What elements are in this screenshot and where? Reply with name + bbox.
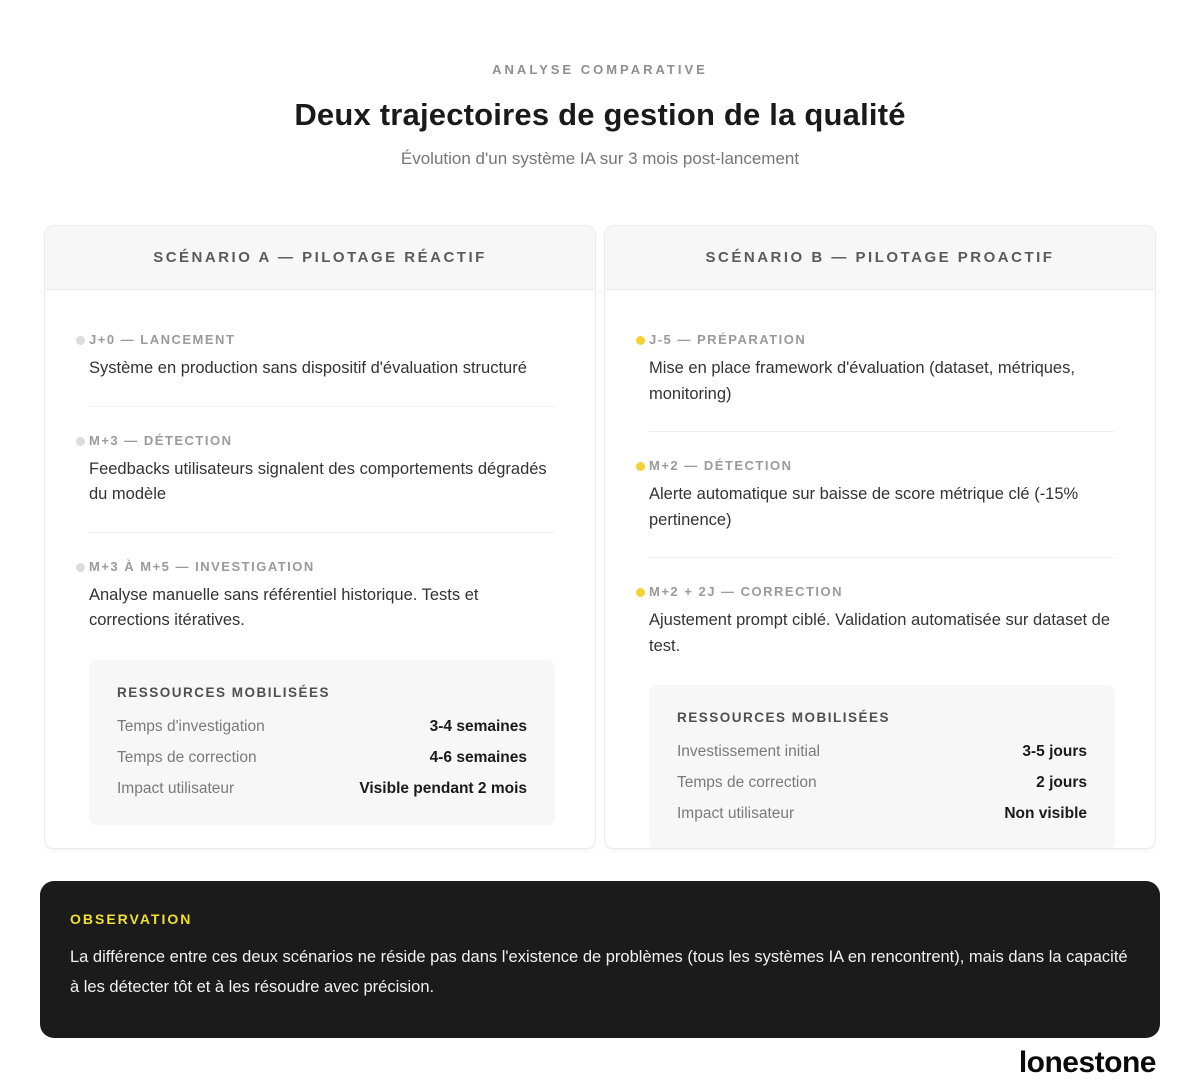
resource-value: 3-5 jours — [1022, 743, 1087, 761]
step-label-text: J-5 — PRÉPARATION — [649, 332, 807, 347]
scenario-a-step-1 — [89, 332, 555, 382]
scenario-a-header — [45, 226, 595, 290]
resource-value: 4-6 semaines — [429, 748, 527, 766]
divider — [89, 406, 555, 407]
resource-value: 2 jours — [1036, 774, 1087, 792]
scenario-a-step-3 — [89, 559, 555, 634]
resource-row — [117, 718, 527, 736]
step-label-text: M+2 — DÉTECTION — [649, 458, 793, 474]
resource-value: Visible pendant 2 mois — [359, 779, 527, 797]
scenario-a-step-2 — [89, 433, 555, 508]
eyebrow-label: ANALYSE COMPARATIVE — [492, 62, 708, 77]
step-text: Feedbacks utilisateurs signalent des comportements dégradés du modèle — [89, 459, 547, 504]
observation-text: La différence entre ces deux scénarios ne réside pas dans l'existence de problèmes (tous les systèmes IA en rencontrent), mais dans la capacité à les détecter tôt et à les résoudre avec précision. — [70, 948, 1128, 996]
scenario-b-body — [605, 290, 1155, 849]
step-text: Mise en place framework d'évaluation (dataset, métriques, monitoring) — [649, 359, 1075, 403]
page-header — [0, 0, 1200, 169]
page-subtitle: Évolution d'un système IA sur 3 mois post-lancement — [400, 149, 800, 168]
step-label-text: J+0 — LANCEMENT — [89, 332, 236, 347]
scenario-b-step-1 — [649, 332, 1115, 407]
divider — [649, 431, 1115, 432]
resources-title: RESSOURCES MOBILISÉES — [677, 710, 891, 726]
observation-callout — [40, 881, 1160, 1038]
resource-row — [677, 743, 1087, 761]
timeline-dot-icon — [636, 462, 645, 471]
observation-label: OBSERVATION — [70, 911, 193, 927]
scenario-b-title: SCÉNARIO B — PILOTAGE PROACTIF — [705, 249, 1055, 266]
resources-title: RESSOURCES MOBILISÉES — [117, 684, 331, 700]
resource-label: Temps de correction — [117, 748, 257, 766]
scenario-a-resources-box — [89, 660, 555, 825]
timeline-dot-icon — [636, 588, 645, 597]
resource-value: 3-4 semaines — [429, 717, 527, 735]
scenario-cards — [44, 225, 1156, 849]
resource-row — [677, 774, 1087, 792]
scenario-b-step-2 — [649, 458, 1115, 533]
page-title: Deux trajectoires de gestion de la qualité — [294, 97, 906, 132]
resource-label: Impact utilisateur — [677, 805, 795, 823]
resource-row — [117, 780, 527, 798]
step-text: Ajustement prompt ciblé. Validation automatisée sur dataset de test. — [649, 611, 1111, 655]
scenario-b-card — [604, 225, 1156, 849]
step-text: Alerte automatique sur baisse de score métrique clé (-15% pertinence) — [649, 485, 1079, 529]
timeline-dot-icon — [76, 437, 85, 446]
step-label — [89, 433, 555, 448]
step-label-text: M+2 + 2J — CORRECTION — [649, 584, 844, 600]
resource-row — [677, 805, 1087, 823]
resource-label: Temps de correction — [677, 774, 817, 792]
scenario-a-body — [45, 290, 595, 849]
resource-label: Temps d'investigation — [117, 717, 265, 735]
step-label — [649, 584, 1115, 599]
step-text: Analyse manuelle sans référentiel historique. Tests et corrections itératives. — [89, 585, 479, 630]
step-label — [89, 559, 555, 574]
step-label — [649, 458, 1115, 473]
scenario-b-header — [605, 226, 1155, 290]
timeline-dot-icon — [636, 336, 645, 345]
resource-row — [117, 749, 527, 767]
page-footer — [0, 1046, 1156, 1080]
scenario-a-title: SCÉNARIO A — PILOTAGE RÉACTIF — [153, 249, 487, 266]
step-label — [649, 332, 1115, 347]
divider — [649, 557, 1115, 558]
scenario-b-resources-box — [649, 685, 1115, 849]
timeline-dot-icon — [76, 563, 85, 572]
scenario-b-step-3 — [649, 584, 1115, 659]
resource-label: Impact utilisateur — [117, 779, 235, 797]
step-label-text: M+3 À M+5 — INVESTIGATION — [89, 558, 315, 574]
timeline-dot-icon — [76, 336, 85, 345]
step-label — [89, 332, 555, 347]
resource-label: Investissement initial — [677, 743, 821, 761]
lonestone-logo: lonestone — [1018, 1046, 1156, 1080]
scenario-a-card — [44, 225, 596, 849]
step-label-text: M+3 — DÉTECTION — [89, 432, 233, 448]
step-text: Système en production sans dispositif d'évaluation structuré — [89, 359, 527, 377]
resource-value: Non visible — [1004, 805, 1087, 823]
divider — [89, 532, 555, 533]
